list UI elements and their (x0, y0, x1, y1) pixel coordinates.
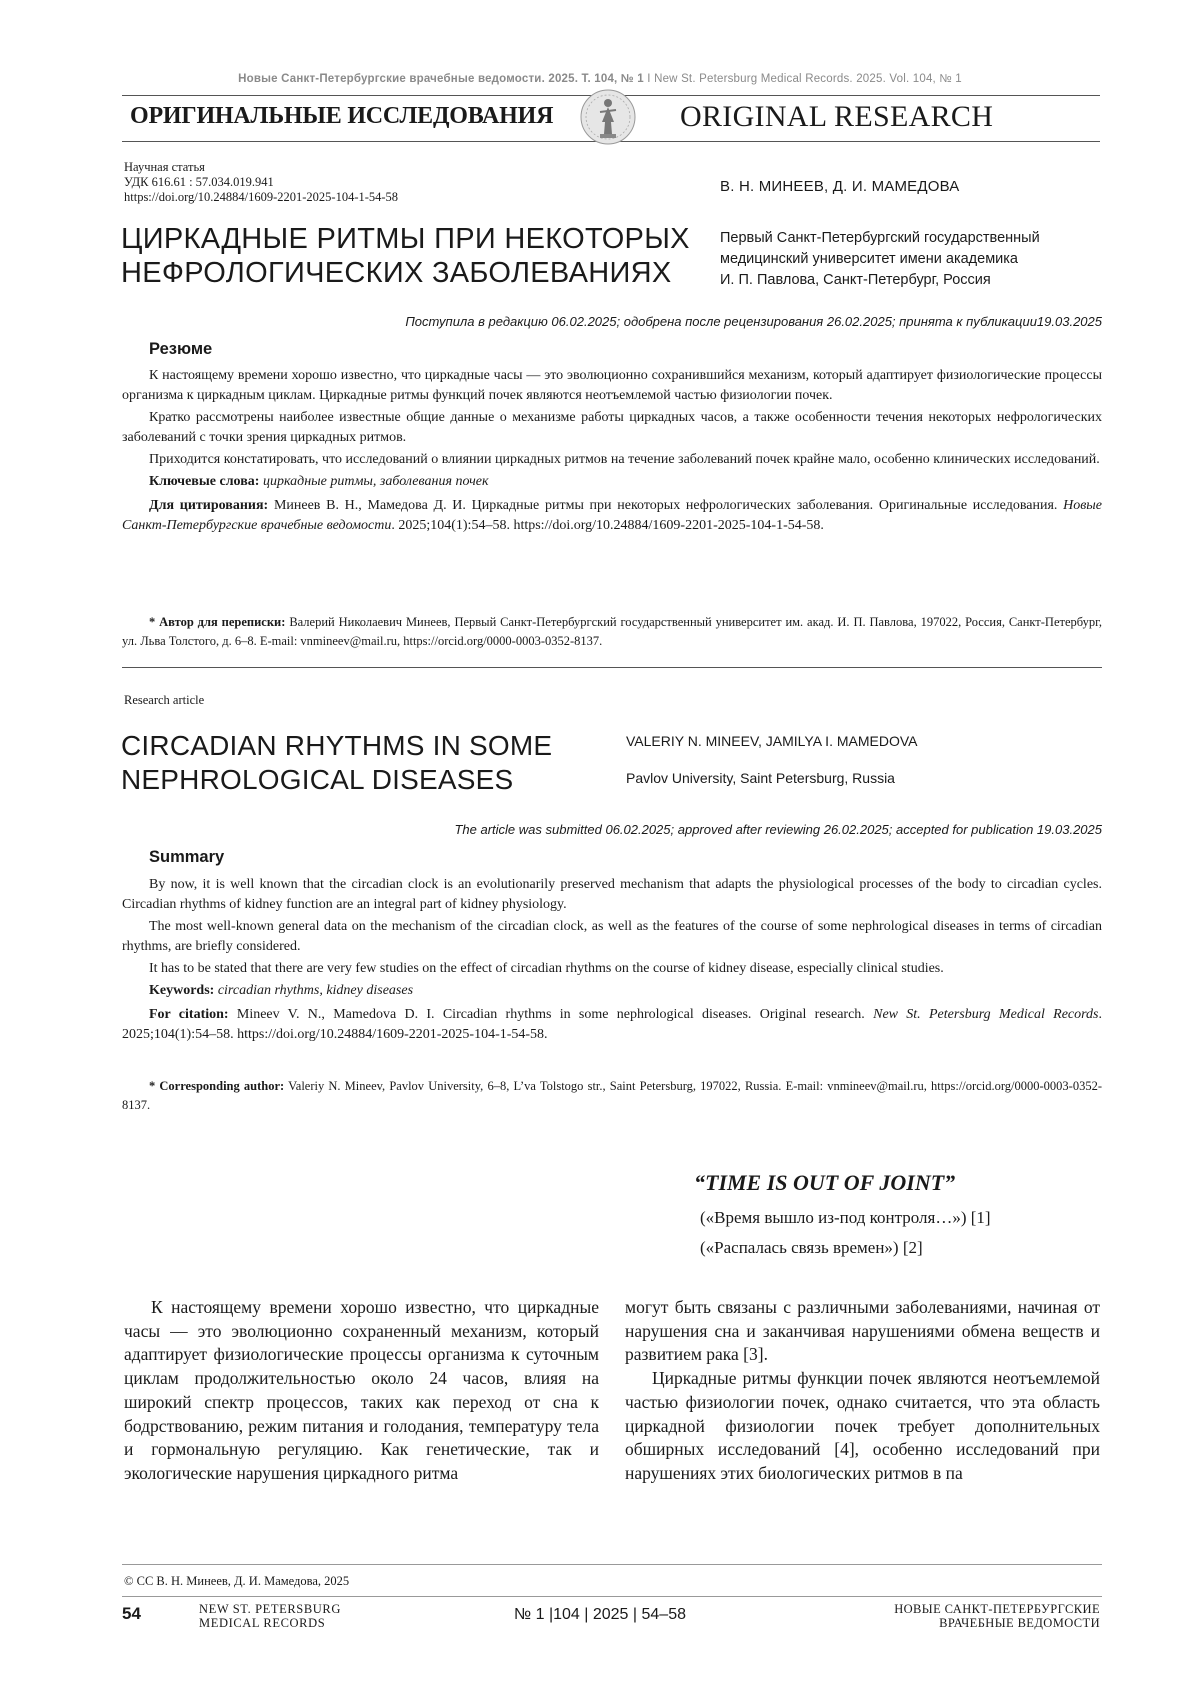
article-type-en: Research article (124, 693, 204, 708)
citation-en-tail: . 2025;104(1):54–58. https://doi.org/10.24884/1609-2201-2025-104-1-54-58. (122, 1007, 1102, 1042)
title-en (121, 729, 641, 797)
keywords-ru (122, 472, 1102, 492)
keywords-ru-label: Ключевые слова: (149, 474, 259, 489)
epigraph-line2: («Распалась связь времен») [2] (700, 1238, 923, 1258)
title-en-line2: NEPHROLOGICAL DISEASES (121, 763, 641, 797)
journal-en-line1: NEW ST. PETERSBURG (199, 1602, 341, 1616)
summary-en (122, 875, 1102, 1047)
running-head-en: New St. Petersburg Medical Records. 2025. Vol. 104, № 1 (654, 73, 962, 85)
section-title-en: ORIGINAL RESEARCH (680, 100, 993, 134)
journal-en-line2: MEDICAL RECORDS (199, 1616, 341, 1630)
summary-ru (122, 366, 1102, 538)
epigraph-line1: («Время вышло из-под контроля…») [1] (700, 1208, 991, 1228)
citation-ru-journal: Новые Санкт-Петербургские врачебные ведомости (122, 498, 1102, 533)
running-head (0, 73, 1200, 85)
main-right-p1: могут быть связаны с различными заболеваниями, начиная от нарушения сна и заканчивая нарушениями обмена веществ и развитием рака [3]. (625, 1296, 1100, 1367)
citation-ru-label: Для цитирования: (149, 498, 268, 513)
corr-ru-label: * Автор для переписки: (149, 615, 285, 629)
corresponding-author-en (122, 1077, 1102, 1115)
corr-en-text: Valeriy N. Mineev, Pavlov University, 6–8, L’va Tolstogo str., Saint Petersburg, 197022, Russia. E-mail: vnmineev@mail.ru, https://orcid.org/0000-0003-0352-8137. (122, 1079, 1102, 1112)
meta-doi[interactable]: https://doi.org/10.24884/1609-2201-2025-104-1-54-58 (124, 190, 398, 205)
meta-article-type-ru: Научная статья (124, 160, 205, 175)
main-left-p1: К настоящему времени хорошо известно, что циркадные часы — это эволюционно сохраненный механизм, который адаптирует физиологические процессы организма к суточным циклам продолжительностью около 24 часов, влияя на широкий спектр процессов, таких как переход от сна к бодрствованию, режим питания и голодания, температуру тела и гормональную регуляцию. Как генетические, так и экологические нарушения циркадного ритма (124, 1296, 599, 1486)
summary-ru-p3: Приходится констатировать, что исследований о влиянии циркадных ритмов на течение заболеваний почек крайне мало, особенно клинических исследований. (122, 450, 1102, 470)
running-head-separator: I (647, 73, 650, 85)
keywords-en-value: circadian rhythms, kidney diseases (218, 983, 413, 998)
journal-ru-line2: ВРАЧЕБНЫЕ ВЕДОМОСТИ (894, 1616, 1100, 1630)
meta-udc: УДК 616.61 : 57.034.019.941 (124, 175, 274, 190)
footer-rule (122, 1596, 1102, 1597)
citation-ru-text: Минеев В. Н., Мамедова Д. И. Циркадные ритмы при некоторых нефрологических заболевания. Оригинальные исследования. (274, 498, 1057, 513)
epigraph-title: “TIME IS OUT OF JOINT” (694, 1170, 955, 1196)
page-number: 54 (122, 1604, 141, 1624)
title-ru-line2: НЕФРОЛОГИЧЕСКИХ ЗАБОЛЕВАНИЯХ (121, 256, 701, 290)
footer-top-rule (122, 1564, 1102, 1565)
corresponding-author-ru (122, 613, 1102, 651)
authors-en: VALERIY N. MINEEV, JAMILYA I. MAMEDOVA (626, 733, 918, 749)
citation-ru-tail: . 2025;104(1):54–58. https://doi.org/10.24884/1609-2201-2025-104-1-54-58. (391, 518, 824, 533)
affiliation-ru-line2: медицинский университет имени академика (720, 249, 1110, 270)
main-right-p2: Циркадные ритмы функции почек являются неотъемлемой частью физиологии почек, однако считается, что эта область циркадной физиологии почек требует дополнительных обширных исследований [4], особенно исследований при нарушениях этих биологических ритмов в па (625, 1367, 1100, 1486)
citation-en-journal: New St. Petersburg Medical Records (873, 1007, 1098, 1022)
summary-ru-p1: К настоящему времени хорошо известно, что циркадные часы — это эволюционно сохранившийся механизм, который адаптирует физиологические процессы организма к циркадным циклам. Циркадные ритмы функций почек являются неотъемлемой частью физиологии почек. (122, 366, 1102, 406)
title-en-line1: CIRCADIAN RHYTHMS IN SOME (121, 729, 641, 763)
issue-info: № 1 |104 | 2025 | 54–58 (0, 1606, 1200, 1624)
authors-ru: В. Н. МИНЕЕВ, Д. И. МАМЕДОВА (720, 178, 960, 195)
affiliation-ru (720, 228, 1110, 291)
keywords-ru-value: циркадные ритмы, заболевания почек (263, 474, 489, 489)
journal-name-ru (894, 1602, 1100, 1630)
summary-heading-en: Summary (149, 848, 224, 867)
copyright: © CC В. Н. Минеев, Д. И. Мамедова, 2025 (124, 1574, 349, 1589)
citation-en-label: For citation: (149, 1007, 229, 1022)
dates-en: The article was submitted 06.02.2025; approved after reviewing 26.02.2025; accepted for publication 19.03.2025 (122, 822, 1102, 837)
dates-ru: Поступила в редакцию 06.02.2025; одобрена после рецензирования 26.02.2025; принята к публикации19.03.2025 (122, 314, 1102, 329)
summary-heading-ru: Резюме (149, 340, 212, 359)
citation-ru (122, 496, 1102, 536)
keywords-en (122, 981, 1102, 1001)
corr-ru-text: Валерий Николаевич Минеев, Первый Санкт-Петербургский государственный университет им. акад. И. П. Павлова, 197022, Россия, Санкт-Петербург, ул. Льва Толстого, д. 6–8. E-mail: vnmineev@mail.ru, https://orcid.org/0000-0003-0352-8137. (122, 615, 1102, 648)
summary-ru-p2: Кратко рассмотрены наиболее известные общие данные о механизме работы циркадных часов, а также особенности течения некоторых нефрологических заболеваний с точки зрения циркадных ритмов. (122, 408, 1102, 448)
summary-en-p2: The most well-known general data on the mechanism of the circadian clock, as well as the features of the course of some nephrological diseases in terms of circadian rhythms, are briefly considered. (122, 917, 1102, 957)
citation-en-text: Mineev V. N., Mamedova D. I. Circadian rhythms in some nephrological diseases. Original research. (237, 1007, 865, 1022)
affiliation-ru-line3: И. П. Павлова, Санкт-Петербург, Россия (720, 270, 1110, 291)
journal-ru-line1: НОВЫЕ САНКТ-ПЕТЕРБУРГСКИЕ (894, 1602, 1100, 1616)
language-divider (122, 667, 1102, 668)
citation-en (122, 1005, 1102, 1045)
main-column-left (124, 1296, 599, 1486)
main-column-right (625, 1296, 1100, 1486)
affiliation-ru-line1: Первый Санкт-Петербургский государственный (720, 228, 1110, 249)
summary-en-p3: It has to be stated that there are very few studies on the effect of circadian rhythms on the course of kidney disease, especially clinical studies. (122, 959, 1102, 979)
title-ru (121, 222, 701, 290)
summary-en-p1: By now, it is well known that the circadian clock is an evolutionarily preserved mechanism that adapts the physiological processes of the body to circadian cycles. Circadian rhythms of kidney function are an integral part of kidney physiology. (122, 875, 1102, 915)
statue-emblem-icon (578, 88, 638, 146)
affiliation-en: Pavlov University, Saint Petersburg, Russia (626, 770, 895, 786)
corr-en-label: * Corresponding author: (149, 1079, 284, 1093)
title-ru-line1: ЦИРКАДНЫЕ РИТМЫ ПРИ НЕКОТОРЫХ (121, 222, 701, 256)
section-title-ru: ОРИГИНАЛЬНЫЕ ИССЛЕДОВАНИЯ (130, 103, 553, 130)
keywords-en-label: Keywords: (149, 983, 214, 998)
running-head-ru: Новые Санкт-Петербургские врачебные ведомости. 2025. Т. 104, № 1 (238, 73, 644, 85)
